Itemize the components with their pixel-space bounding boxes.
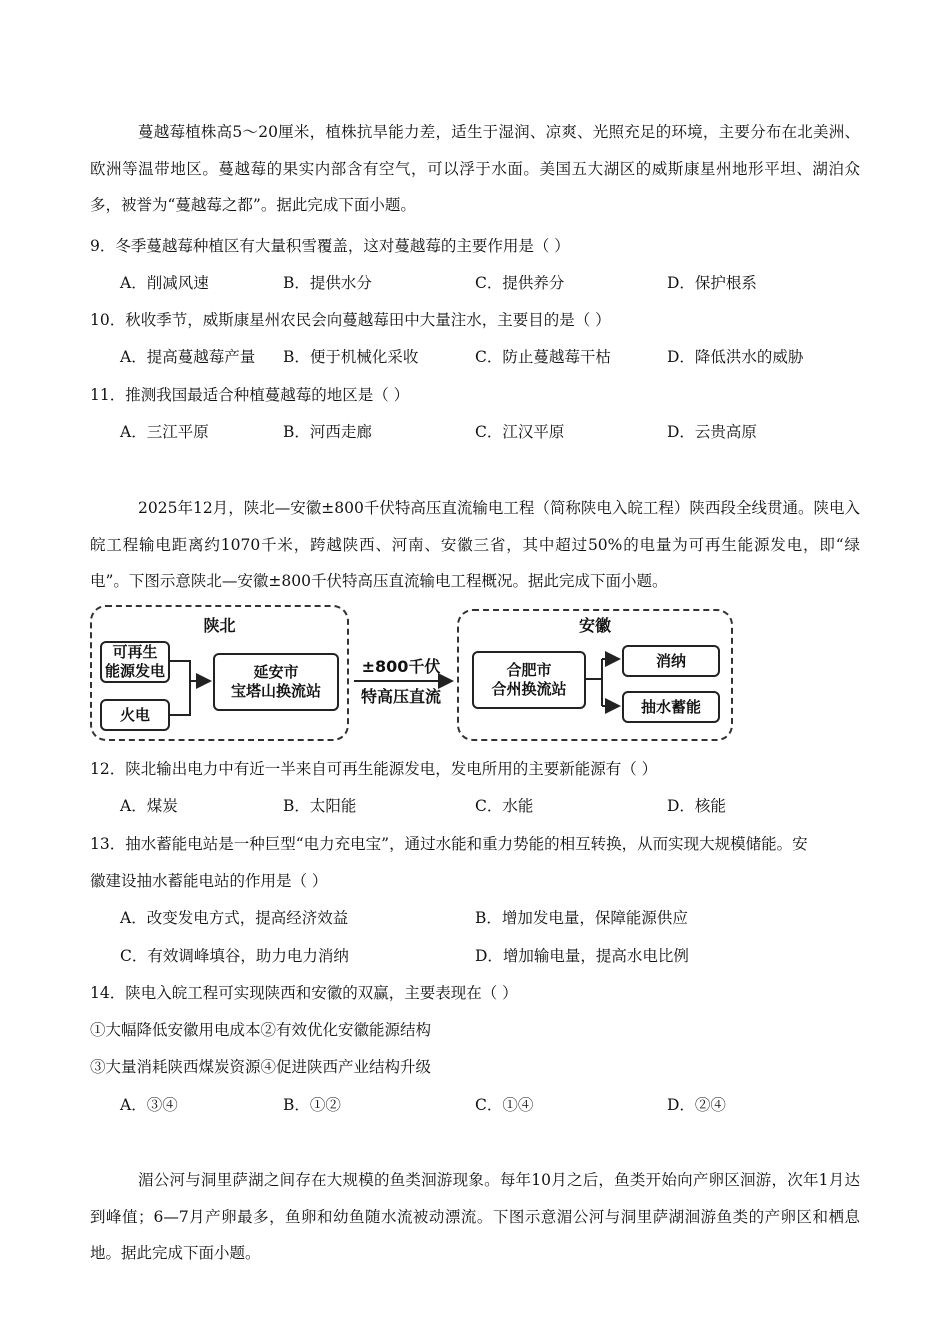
consumption-box: 消纳 [622,645,720,677]
anhui-title: 安徽 [578,616,611,635]
q14-statements-line1: ①大幅降低安徽用电成本②有效优化安徽能源结构 [90,1021,432,1039]
mekong-passage: 湄公河与洞里萨湖之间存在大规模的鱼类洄游现象。每年10月之后，鱼类开始向产卵区洄游，次年1月达到峰值；6—7月产卵最多，鱼卵和幼鱼随水流被动漂流。下图示意湄公河与洞里萨湖洄游鱼类的产卵区和栖息地。据此完成下面小题。 [90,1171,860,1262]
q9-option-c: C．提供养分 [475,274,565,292]
q11-option-c: C．江汉平原 [475,423,565,441]
question-14-stem: 14．陕电入皖工程可实现陕西和安徽的双赢，主要表现在（ ） [90,984,518,1002]
question-10-stem: 10．秋收季节，威斯康星州农民会向蔓越莓田中大量注水，主要目的是（ ） [90,311,611,329]
q14-statements-line2: ③大量消耗陕西煤炭资源④促进陕西产业结构升级 [90,1058,432,1076]
thermal-box: 火电 [100,699,170,731]
q12-option-a: A．煤炭 [120,797,178,815]
q14-option-a: A．③④ [120,1096,178,1114]
q12-option-b: B．太阳能 [283,797,357,815]
q10-option-a: A．提高蔓越莓产量 [120,348,256,366]
shaanbei-title: 陕北 [203,616,236,635]
q9-option-d: D．保护根系 [667,274,757,292]
q12-option-d: D．核能 [667,797,726,815]
q11-option-d: D．云贵高原 [667,423,757,441]
q11-option-b: B．河西走廊 [283,423,372,441]
hefei-converter-box: 合肥市 合州换流站 [472,651,586,709]
transmission-diagram [90,605,735,745]
q10-option-c: C．防止蔓越莓干枯 [475,348,611,366]
pumped-storage-box: 抽水蓄能 [622,691,720,723]
q13-option-a: A．改变发电方式，提高经济效益 [120,909,349,927]
diagram-connectors [90,605,735,745]
q13-option-b: B．增加发电量，保障能源供应 [475,909,688,927]
question-13-stem-line2: 徽建设抽水蓄能电站的作用是（ ） [90,872,328,890]
q10-option-d: D．降低洪水的威胁 [667,348,804,366]
q14-option-c: C．①④ [475,1096,534,1114]
q11-option-a: A．三江平原 [120,423,209,441]
q12-option-c: C．水能 [475,797,534,815]
question-11-stem: 11．推测我国最适合种植蔓越莓的地区是（ ） [90,386,410,404]
uhv-dc-label: 特高压直流 [360,687,441,706]
q9-option-a: A．削减风速 [120,274,209,292]
cranberry-passage: 蔓越莓植株高5～20厘米，植株抗旱能力差，适生于湿润、凉爽、光照充足的环境，主要分布在北美洲、欧洲等温带地区。蔓越莓的果实内部含有空气，可以浮于水面。美国五大湖区的威斯康星州地形平坦、湖泊众多，被誉为“蔓越莓之都”。据此完成下面小题。 [90,123,860,214]
q13-option-c: C．有效调峰填谷，助力电力消纳 [120,947,349,965]
power-transmission-passage: 2025年12月，陕北—安徽±800千伏特高压直流输电工程（简称陕电入皖工程）陕西段全线贯通。陕电入皖工程输电距离约1070千米，跨越陕西、河南、安徽三省，其中超过50%的电量为可再生能源发电，即“绿电”。下图示意陕北—安徽±800千伏特高压直流输电工程概况。据此完成下面小题。 [90,499,860,590]
q9-option-b: B．提供水分 [283,274,372,292]
q13-option-d: D．增加输电量，提高水电比例 [475,947,689,965]
yanan-converter-box: 延安市 宝塔山换流站 [213,653,339,711]
q14-option-b: B．①② [283,1096,341,1114]
q14-option-d: D．②④ [667,1096,726,1114]
uhv-voltage-label: ±800千伏 [361,657,441,676]
question-13-stem-line1: 13．抽水蓄能电站是一种巨型“电力充电宝”，通过水能和重力势能的相互转换，从而实现大规模储能。安 [90,835,808,853]
question-12-stem: 12．陕北输出电力中有近一半来自可再生能源发电，发电所用的主要新能源有（ ） [90,760,658,778]
q10-option-b: B．便于机械化采收 [283,348,419,366]
question-9-stem: 9．冬季蔓越莓种植区有大量积雪覆盖，这对蔓越莓的主要作用是（ ） [90,237,570,255]
renewable-box: 可再生 能源发电 [100,641,170,683]
